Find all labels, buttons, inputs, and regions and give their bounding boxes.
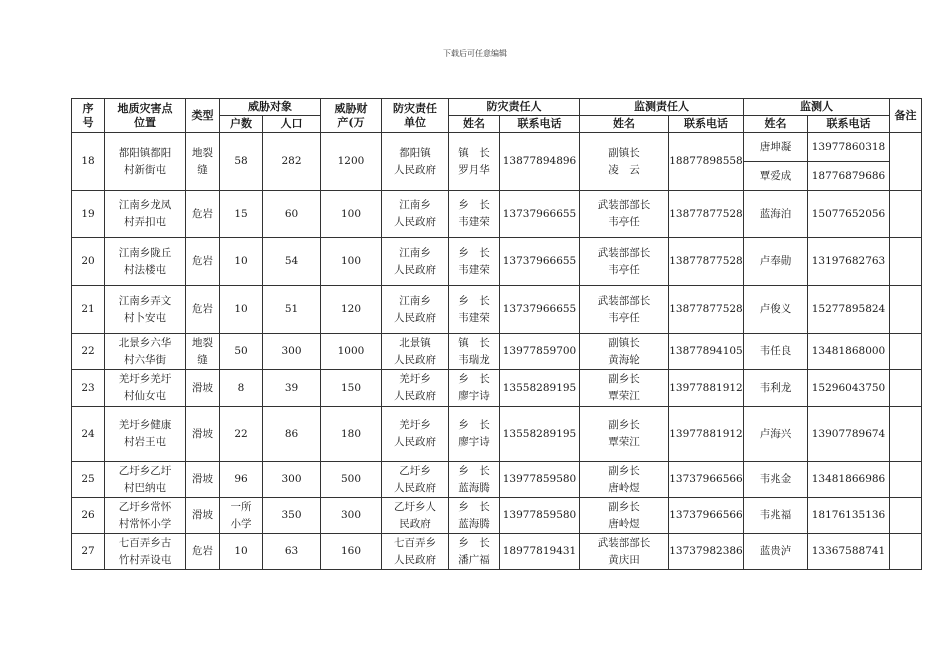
cell-remarks — [890, 370, 922, 407]
disaster-table — [71, 98, 922, 570]
cell-population: 300 — [263, 462, 321, 498]
cell-population: 39 — [263, 370, 321, 407]
cell-location-line: 江南乡龙凤 — [118, 199, 172, 211]
cell-prevention-name-line: 韦建荣 — [458, 311, 490, 324]
cell-population: 51 — [263, 286, 321, 334]
cell-property: 180 — [321, 407, 382, 462]
cell-monitor-phone: 13907789674 — [808, 407, 890, 462]
cell-remarks — [890, 462, 922, 498]
cell-location-line: 北景乡六华 — [118, 336, 172, 349]
cell-lead-name-line: 副镇长 — [608, 146, 640, 159]
table-row — [72, 238, 922, 286]
cell-prevention-name-line: 潘广福 — [458, 553, 490, 566]
cell-prevention-name-line: 乡 长 — [458, 373, 490, 385]
cell-monitor-name: 韦利龙 — [744, 370, 808, 407]
cell-type-line: 危岩 — [192, 545, 213, 557]
table-row — [72, 370, 922, 407]
cell-lead-phone: 13737966566 — [669, 462, 744, 498]
cell-remarks — [890, 133, 922, 191]
header-population: 人口 — [263, 116, 321, 133]
cell-remarks — [890, 498, 922, 534]
cell-monitor-phone: 13367588741 — [808, 534, 890, 570]
cell-type-line: 滑坡 — [192, 381, 213, 394]
cell-property: 160 — [321, 534, 382, 570]
cell-unit — [382, 407, 449, 462]
cell-prevention-phone: 13977859580 — [500, 462, 580, 498]
cell-prevention-phone: 18977819431 — [500, 534, 580, 570]
cell-lead-name-line: 凌 云 — [608, 163, 640, 176]
cell-property: 120 — [321, 286, 382, 334]
cell-prevention-phone: 13877894896 — [500, 133, 580, 191]
cell-population: 54 — [263, 238, 321, 286]
cell-type — [186, 462, 220, 498]
cell-monitor-phone: 13197682763 — [808, 238, 890, 286]
cell-location-line: 江南乡弄文 — [118, 294, 172, 307]
cell-location — [105, 534, 186, 570]
cell-lead-name-line: 覃荣江 — [608, 390, 640, 402]
cell-lead-name-line: 副乡长 — [608, 500, 640, 513]
header-property: 威胁财 产(万 — [321, 99, 382, 133]
cell-unit-line: 人民政府 — [394, 311, 436, 324]
cell-lead-phone: 13737966566 — [669, 498, 744, 534]
cell-unit-line: 羌圩乡 — [399, 373, 431, 385]
cell-lead-name-line: 武装部部长 — [597, 199, 651, 211]
cell-monitor-phone: 13481868000 — [808, 334, 890, 370]
cell-lead-phone: 13877894105 — [669, 334, 744, 370]
cell-location-line: 江南乡陇丘 — [118, 246, 172, 259]
cell-type — [186, 238, 220, 286]
cell-unit-line: 人民政府 — [394, 263, 436, 276]
cell-type — [186, 286, 220, 334]
cell-type-line: 地裂 — [192, 336, 213, 349]
cell-lead-phone: 18877898558 — [669, 133, 744, 191]
cell-prevention-name-line: 韦建荣 — [458, 263, 490, 276]
cell-prevention-name — [449, 462, 500, 498]
table-row — [72, 286, 922, 334]
cell-prevention-name-line: 罗月华 — [458, 163, 490, 176]
cell-unit-line: 羌圩乡 — [399, 419, 431, 431]
table-row — [72, 498, 922, 534]
cell-lead-phone: 13877877528 — [669, 191, 744, 238]
cell-location-line: 村卜安屯 — [124, 311, 166, 324]
cell-location-line: 村仙女屯 — [124, 390, 166, 402]
cell-households: 15 — [220, 191, 263, 238]
cell-unit-line: 北景镇 — [399, 336, 431, 349]
cell-location-line: 村新街屯 — [124, 163, 166, 176]
header-m-phone: 联系电话 — [808, 116, 890, 133]
cell-prevention-name-line: 乡 长 — [458, 500, 490, 513]
cell-monitor-phone: 15296043750 — [808, 370, 890, 407]
cell-prevention-phone: 13977859700 — [500, 334, 580, 370]
cell-location — [105, 238, 186, 286]
cell-prevention-name-line: 廖宇诗 — [458, 436, 490, 448]
cell-location-line: 村弄扣屯 — [124, 216, 166, 228]
cell-prevention-phone: 13737966655 — [500, 191, 580, 238]
cell-lead-name — [580, 286, 669, 334]
header-seq: 序 号 — [72, 99, 105, 133]
cell-lead-name-line: 韦亭任 — [608, 216, 640, 228]
cell-households: 58 — [220, 133, 263, 191]
header-p-phone: 联系电话 — [500, 116, 580, 133]
cell-seq: 20 — [72, 238, 105, 286]
cell-type-line: 地裂 — [192, 146, 213, 159]
cell-seq: 26 — [72, 498, 105, 534]
cell-prevention-name-line: 乡 长 — [458, 199, 490, 211]
cell-monitor-name: 卢海兴 — [744, 407, 808, 462]
cell-monitor-phone: 18176135136 — [808, 498, 890, 534]
cell-remarks — [890, 534, 922, 570]
cell-prevention-name-line: 乡 长 — [458, 246, 490, 259]
cell-prevention-name-line: 韦建荣 — [458, 216, 490, 228]
cell-unit-line: 人民政府 — [394, 216, 436, 228]
cell-prevention-name-line: 乡 长 — [458, 419, 490, 431]
cell-prevention-name-line: 镇 长 — [458, 146, 490, 159]
cell-unit-line: 都阳镇 — [399, 146, 431, 159]
cell-type-line: 缝 — [197, 353, 208, 366]
cell-location — [105, 334, 186, 370]
table-body — [72, 133, 922, 570]
table-row — [72, 462, 922, 498]
cell-seq: 23 — [72, 370, 105, 407]
cell-lead-name-line: 黄海轮 — [608, 353, 640, 366]
cell-lead-name-line: 武装部部长 — [597, 246, 651, 259]
cell-unit-line: 人民政府 — [394, 163, 436, 176]
cell-lead-name — [580, 334, 669, 370]
cell-prevention-phone: 13977859580 — [500, 498, 580, 534]
cell-population: 60 — [263, 191, 321, 238]
cell-location-line: 乙圩乡乙圩 — [118, 464, 172, 477]
cell-remarks — [890, 238, 922, 286]
header-households: 户数 — [220, 116, 263, 133]
cell-type-line: 滑坡 — [192, 509, 213, 521]
cell-location-line: 乙圩乡常怀 — [118, 500, 172, 513]
cell-unit — [382, 191, 449, 238]
header-type: 类型 — [186, 99, 220, 133]
cell-location-line: 羌圩乡健康 — [118, 419, 172, 431]
cell-type-line: 缝 — [197, 163, 208, 176]
cell-monitor-phone: 15077652056 — [808, 191, 890, 238]
cell-lead-name — [580, 238, 669, 286]
cell-monitor-name: 蓝海泊 — [744, 191, 808, 238]
cell-households: 8 — [220, 370, 263, 407]
cell-location-line: 都阳镇都阳 — [118, 146, 172, 159]
cell-households: 96 — [220, 462, 263, 498]
cell-monitor-name: 韦兆金 — [744, 462, 808, 498]
cell-location-line: 竹村弄设屯 — [118, 553, 172, 566]
cell-unit-line: 人民政府 — [394, 353, 436, 366]
cell-monitor-phone: 13481866986 — [808, 462, 890, 498]
header-m-name: 姓名 — [744, 116, 808, 133]
cell-remarks — [890, 334, 922, 370]
header-remarks: 备注 — [890, 99, 922, 133]
cell-unit-line: 人民政府 — [394, 481, 436, 494]
cell-population: 86 — [263, 407, 321, 462]
cell-households: 10 — [220, 238, 263, 286]
cell-prevention-name — [449, 238, 500, 286]
cell-property: 1200 — [321, 133, 382, 191]
cell-monitor-name: 卢俊义 — [744, 286, 808, 334]
cell-seq: 25 — [72, 462, 105, 498]
cell-unit — [382, 462, 449, 498]
cell-lead-phone: 13977881912 — [669, 370, 744, 407]
cell-unit — [382, 498, 449, 534]
cell-lead-name — [580, 191, 669, 238]
cell-prevention-name-line: 镇 长 — [458, 336, 490, 349]
cell-lead-name — [580, 370, 669, 407]
cell-location-line: 羌圩乡羌圩 — [118, 373, 172, 385]
cell-monitor-name: 唐坤凝 — [744, 133, 808, 162]
cell-population: 282 — [263, 133, 321, 191]
cell-seq: 18 — [72, 133, 105, 191]
cell-location-line: 村法楼屯 — [124, 263, 166, 276]
cell-location — [105, 133, 186, 191]
cell-lead-name-line: 韦亭任 — [608, 311, 640, 324]
cell-lead-name-line: 副镇长 — [608, 336, 640, 349]
cell-population: 63 — [263, 534, 321, 570]
table-row — [72, 133, 922, 162]
cell-prevention-name-line: 蓝海腾 — [458, 517, 490, 530]
cell-prevention-phone: 13558289195 — [500, 407, 580, 462]
cell-unit — [382, 534, 449, 570]
cell-prevention-name-line: 韦瑞龙 — [458, 353, 490, 366]
cell-unit-line: 人民政府 — [394, 390, 436, 402]
header-p-name: 姓名 — [449, 116, 500, 133]
cell-property: 150 — [321, 370, 382, 407]
cell-lead-name — [580, 133, 669, 191]
cell-property: 300 — [321, 498, 382, 534]
cell-location-line: 村常怀小学 — [118, 517, 172, 530]
header-prevention-person: 防灾责任人 — [449, 99, 580, 116]
cell-location-line: 村岩王屯 — [124, 436, 166, 448]
cell-prevention-name-line: 乡 长 — [458, 464, 490, 477]
cell-monitor-phone: 13977860318 — [808, 133, 890, 162]
cell-monitor-name: 卢奉勋 — [744, 238, 808, 286]
cell-population: 300 — [263, 334, 321, 370]
cell-prevention-phone: 13737966655 — [500, 286, 580, 334]
cell-population: 350 — [263, 498, 321, 534]
cell-unit — [382, 133, 449, 191]
cell-remarks — [890, 407, 922, 462]
cell-type — [186, 133, 220, 191]
cell-households: 50 — [220, 334, 263, 370]
cell-location-line: 村巴纳屯 — [124, 481, 166, 494]
cell-type-line: 滑坡 — [192, 427, 213, 440]
cell-prevention-name — [449, 334, 500, 370]
watermark-text: 下载后可任意编辑 — [443, 49, 507, 58]
cell-households: 22 — [220, 407, 263, 462]
header-monitor: 监测人 — [744, 99, 890, 116]
header-l-name: 姓名 — [580, 116, 669, 133]
cell-lead-name-line: 覃荣江 — [608, 436, 640, 448]
cell-monitor-name: 韦任良 — [744, 334, 808, 370]
cell-lead-phone: 13977881912 — [669, 407, 744, 462]
cell-lead-phone: 13877877528 — [669, 286, 744, 334]
cell-lead-name — [580, 462, 669, 498]
table-row — [72, 191, 922, 238]
header-monitor-lead: 监测责任人 — [580, 99, 744, 116]
cell-location-line: 村六华街 — [124, 353, 166, 366]
cell-unit-line: 江南乡 — [399, 246, 431, 259]
cell-type-line: 危岩 — [192, 303, 213, 315]
cell-unit-line: 人民政府 — [394, 553, 436, 566]
cell-unit — [382, 286, 449, 334]
cell-location — [105, 407, 186, 462]
cell-households-line: 一所 — [230, 500, 252, 513]
cell-prevention-name-line: 乡 长 — [458, 294, 490, 307]
cell-monitor-name: 韦兆福 — [744, 498, 808, 534]
cell-seq: 19 — [72, 191, 105, 238]
cell-remarks — [890, 286, 922, 334]
cell-type-line: 危岩 — [192, 255, 213, 267]
cell-households — [220, 498, 263, 534]
table-row — [72, 334, 922, 370]
cell-unit — [382, 370, 449, 407]
cell-remarks — [890, 191, 922, 238]
cell-location — [105, 370, 186, 407]
cell-lead-name — [580, 498, 669, 534]
cell-monitor-phone: 15277895824 — [808, 286, 890, 334]
cell-location — [105, 286, 186, 334]
cell-location — [105, 498, 186, 534]
cell-type-line: 危岩 — [192, 207, 213, 220]
cell-prevention-name — [449, 370, 500, 407]
cell-type — [186, 407, 220, 462]
cell-lead-name-line: 武装部部长 — [597, 294, 651, 307]
cell-lead-name — [580, 534, 669, 570]
cell-property: 100 — [321, 238, 382, 286]
cell-prevention-name — [449, 286, 500, 334]
header-l-phone: 联系电话 — [669, 116, 744, 133]
cell-lead-name — [580, 407, 669, 462]
cell-lead-name-line: 副乡长 — [608, 464, 640, 477]
cell-type — [186, 370, 220, 407]
cell-monitor-name: 覃爱成 — [744, 162, 808, 191]
cell-lead-phone: 13737982386 — [669, 534, 744, 570]
cell-property: 1000 — [321, 334, 382, 370]
cell-location-line: 七百弄乡古 — [118, 536, 172, 549]
cell-unit — [382, 238, 449, 286]
cell-prevention-phone: 13558289195 — [500, 370, 580, 407]
cell-households: 10 — [220, 534, 263, 570]
cell-prevention-name-line: 蓝海腾 — [458, 481, 490, 494]
cell-seq: 22 — [72, 334, 105, 370]
cell-lead-name-line: 韦亭任 — [608, 263, 640, 276]
cell-type — [186, 534, 220, 570]
cell-lead-name-line: 武装部部长 — [597, 536, 651, 549]
cell-type — [186, 498, 220, 534]
cell-unit-line: 江南乡 — [399, 294, 431, 307]
cell-prevention-phone: 13737966655 — [500, 238, 580, 286]
cell-unit-line: 民政府 — [399, 517, 431, 530]
cell-unit-line: 七百弄乡 — [394, 536, 436, 549]
cell-prevention-name — [449, 407, 500, 462]
cell-lead-name-line: 副乡长 — [608, 373, 640, 385]
cell-lead-name-line: 唐岭煜 — [608, 517, 640, 530]
cell-monitor-phone: 18776879686 — [808, 162, 890, 191]
cell-lead-name-line: 唐岭煜 — [608, 481, 640, 494]
cell-unit-line: 乙圩乡 — [399, 464, 431, 477]
cell-prevention-name — [449, 133, 500, 191]
table-header — [72, 99, 922, 133]
cell-property: 500 — [321, 462, 382, 498]
cell-lead-name-line: 黄庆田 — [608, 553, 640, 566]
cell-type-line: 滑坡 — [192, 473, 213, 485]
cell-unit-line: 人民政府 — [394, 436, 436, 448]
table-row — [72, 407, 922, 462]
cell-prevention-name-line: 乡 长 — [458, 536, 490, 549]
cell-unit — [382, 334, 449, 370]
cell-monitor-name: 蓝贵泸 — [744, 534, 808, 570]
header-threat: 威胁对象 — [220, 99, 321, 116]
cell-unit-line: 江南乡 — [399, 199, 431, 211]
cell-type — [186, 191, 220, 238]
cell-households: 10 — [220, 286, 263, 334]
cell-lead-phone: 13877877528 — [669, 238, 744, 286]
cell-prevention-name — [449, 534, 500, 570]
cell-seq: 24 — [72, 407, 105, 462]
cell-prevention-name — [449, 191, 500, 238]
cell-unit-line: 乙圩乡人 — [394, 500, 436, 513]
cell-type — [186, 334, 220, 370]
cell-prevention-name — [449, 498, 500, 534]
header-unit: 防灾责任 单位 — [382, 99, 449, 133]
cell-prevention-name-line: 廖宇诗 — [458, 390, 490, 402]
cell-households-line: 小学 — [230, 517, 252, 530]
cell-location — [105, 462, 186, 498]
cell-property: 100 — [321, 191, 382, 238]
table-row — [72, 534, 922, 570]
header-location: 地质灾害点 位置 — [105, 99, 186, 133]
cell-seq: 27 — [72, 534, 105, 570]
cell-location — [105, 191, 186, 238]
cell-lead-name-line: 副乡长 — [608, 419, 640, 431]
cell-seq: 21 — [72, 286, 105, 334]
